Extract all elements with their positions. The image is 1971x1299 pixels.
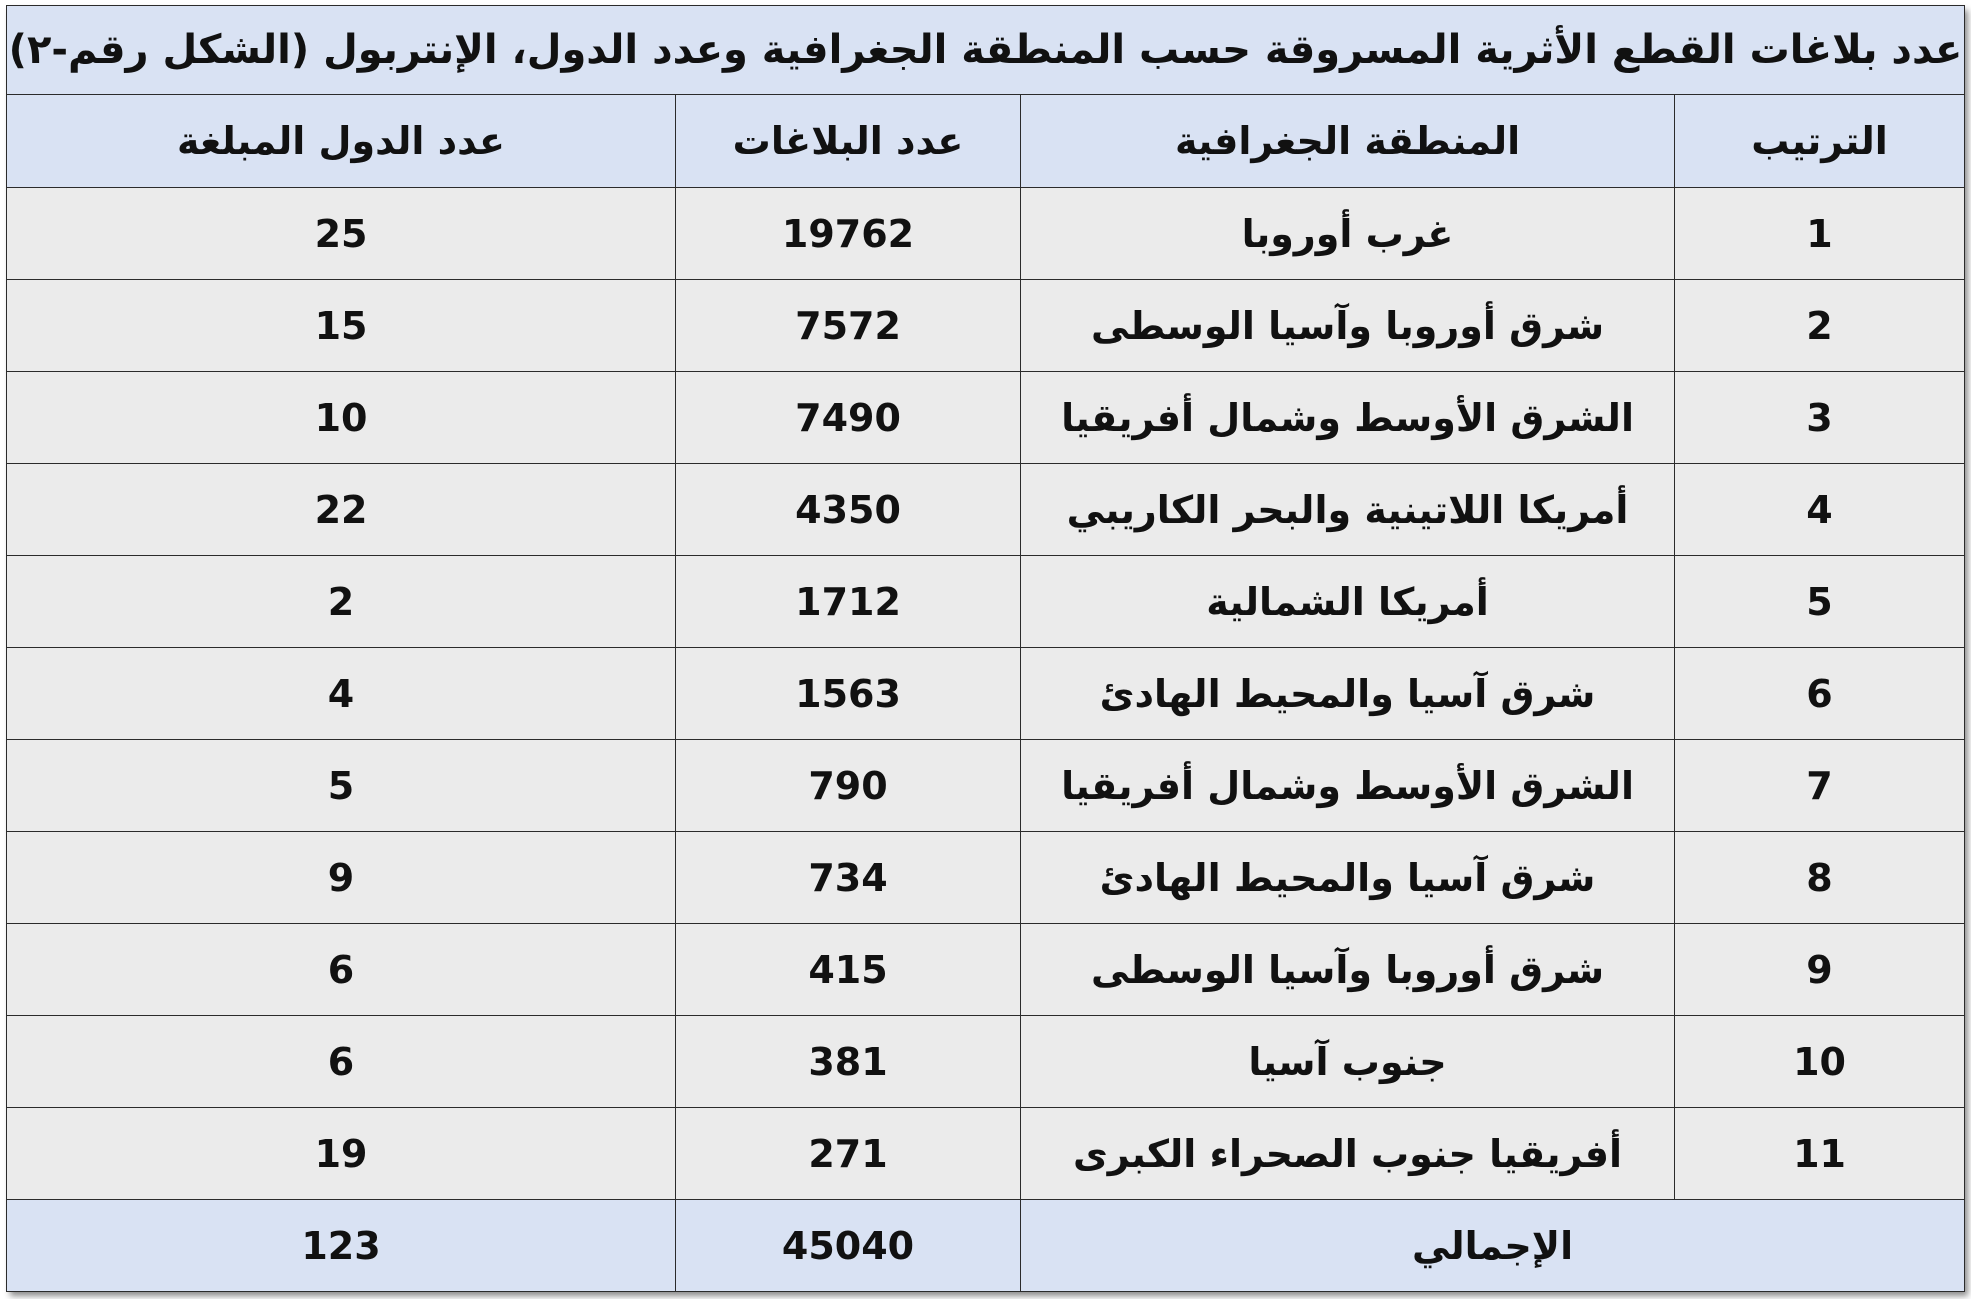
cell-reports: 790 <box>676 740 1021 832</box>
total-countries: 123 <box>7 1200 676 1292</box>
table-row <box>7 372 1965 464</box>
total-reports: 45040 <box>676 1200 1021 1292</box>
cell-reports: 19762 <box>676 188 1021 280</box>
total-label: الإجمالي <box>1021 1200 1965 1292</box>
cell-rank: 8 <box>1675 832 1965 924</box>
cell-rank: 4 <box>1675 464 1965 556</box>
cell-countries: 22 <box>7 464 676 556</box>
cell-region: غرب أوروبا <box>1021 188 1675 280</box>
table-total-row <box>7 1200 1965 1292</box>
cell-reports: 271 <box>676 1108 1021 1200</box>
table-row <box>7 832 1965 924</box>
header-countries: عدد الدول المبلغة <box>7 95 676 188</box>
report-table-frame <box>6 5 1964 1291</box>
cell-region: شرق آسيا والمحيط الهادئ <box>1021 832 1675 924</box>
cell-countries: 2 <box>7 556 676 648</box>
cell-region: أمريكا اللاتينية والبحر الكاريبي <box>1021 464 1675 556</box>
table-row <box>7 924 1965 1016</box>
table-row <box>7 648 1965 740</box>
cell-reports: 1712 <box>676 556 1021 648</box>
table-row <box>7 1108 1965 1200</box>
cell-reports: 734 <box>676 832 1021 924</box>
cell-rank: 5 <box>1675 556 1965 648</box>
table-header-row <box>7 95 1965 188</box>
cell-rank: 11 <box>1675 1108 1965 1200</box>
cell-region: أمريكا الشمالية <box>1021 556 1675 648</box>
header-reports: عدد البلاغات <box>676 95 1021 188</box>
cell-rank: 7 <box>1675 740 1965 832</box>
table-title: عدد بلاغات القطع الأثرية المسروقة حسب المنطقة الجغرافية وعدد الدول، الإنتربول (الشكل رقم-٢) <box>7 6 1965 95</box>
table-row <box>7 1016 1965 1108</box>
cell-region: الشرق الأوسط وشمال أفريقيا <box>1021 372 1675 464</box>
table-row <box>7 280 1965 372</box>
header-region: المنطقة الجغرافية <box>1021 95 1675 188</box>
cell-region: شرق أوروبا وآسيا الوسطى <box>1021 280 1675 372</box>
cell-rank: 9 <box>1675 924 1965 1016</box>
cell-countries: 9 <box>7 832 676 924</box>
cell-region: أفريقيا جنوب الصحراء الكبرى <box>1021 1108 1675 1200</box>
cell-countries: 4 <box>7 648 676 740</box>
cell-reports: 381 <box>676 1016 1021 1108</box>
cell-rank: 10 <box>1675 1016 1965 1108</box>
cell-reports: 7572 <box>676 280 1021 372</box>
cell-rank: 1 <box>1675 188 1965 280</box>
cell-rank: 2 <box>1675 280 1965 372</box>
cell-reports: 7490 <box>676 372 1021 464</box>
cell-countries: 15 <box>7 280 676 372</box>
cell-countries: 19 <box>7 1108 676 1200</box>
cell-reports: 4350 <box>676 464 1021 556</box>
cell-reports: 1563 <box>676 648 1021 740</box>
table-row <box>7 188 1965 280</box>
cell-countries: 6 <box>7 924 676 1016</box>
table-title-row <box>7 6 1965 95</box>
table-row <box>7 556 1965 648</box>
cell-countries: 10 <box>7 372 676 464</box>
cell-region: شرق آسيا والمحيط الهادئ <box>1021 648 1675 740</box>
cell-countries: 25 <box>7 188 676 280</box>
cell-region: جنوب آسيا <box>1021 1016 1675 1108</box>
table-row <box>7 740 1965 832</box>
cell-rank: 3 <box>1675 372 1965 464</box>
cell-countries: 5 <box>7 740 676 832</box>
cell-reports: 415 <box>676 924 1021 1016</box>
stolen-artifacts-table <box>6 5 1965 1292</box>
cell-region: الشرق الأوسط وشمال أفريقيا <box>1021 740 1675 832</box>
cell-countries: 6 <box>7 1016 676 1108</box>
header-rank: الترتيب <box>1675 95 1965 188</box>
table-row <box>7 464 1965 556</box>
cell-rank: 6 <box>1675 648 1965 740</box>
cell-region: شرق أوروبا وآسيا الوسطى <box>1021 924 1675 1016</box>
